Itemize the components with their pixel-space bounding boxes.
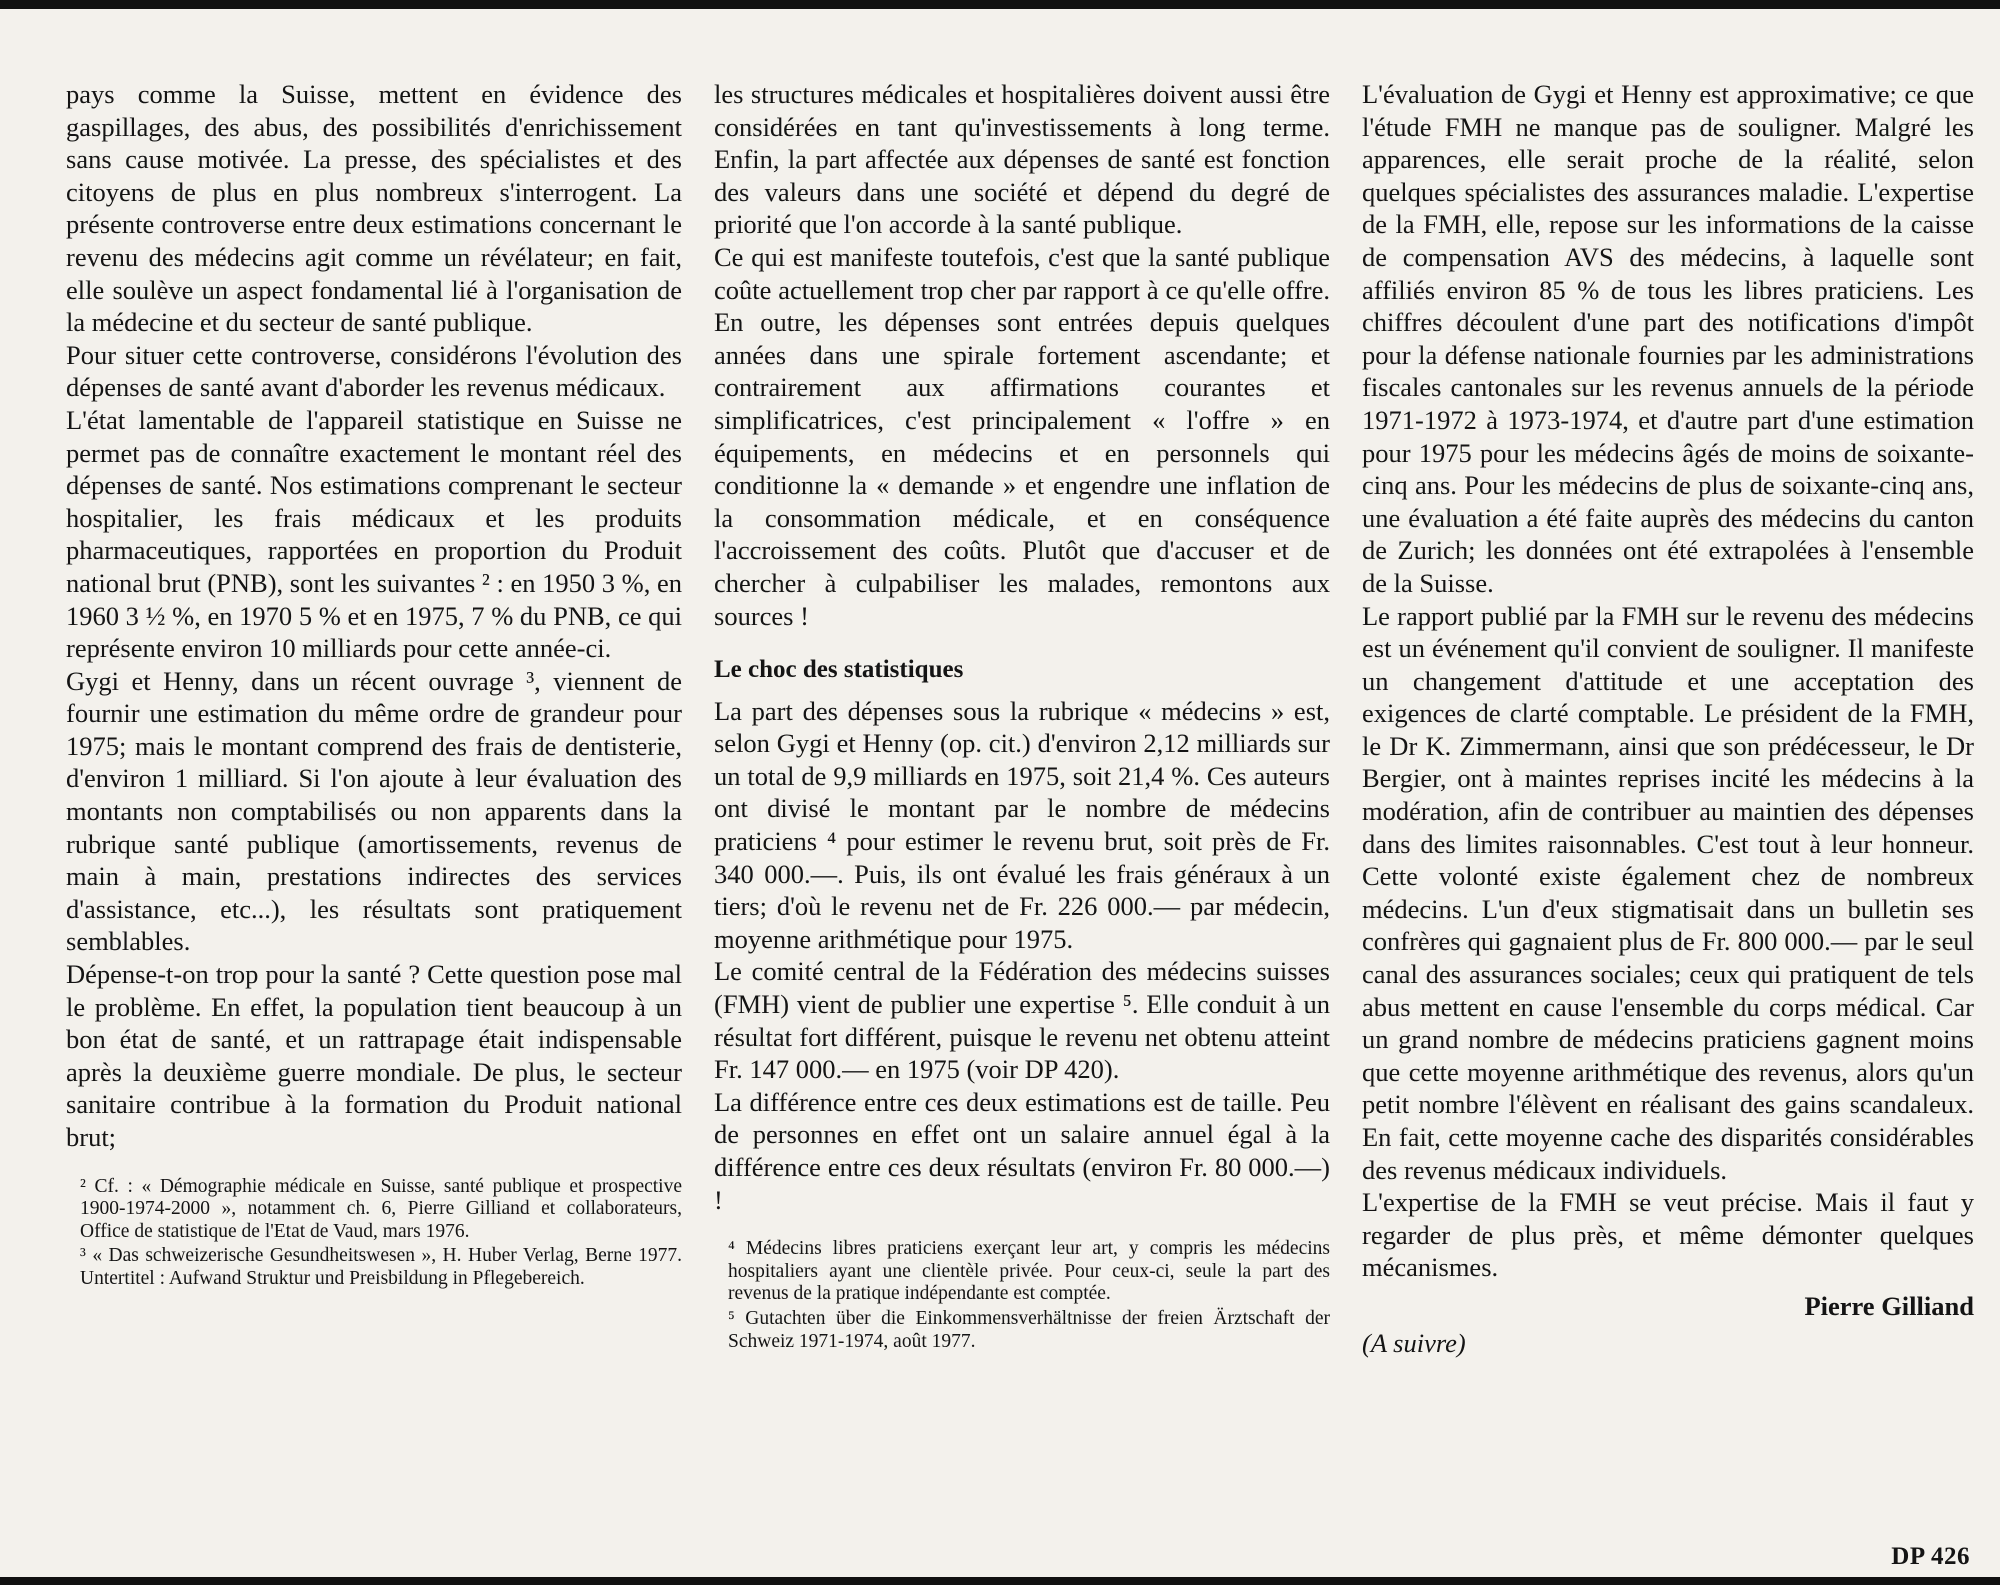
footnote-4: ⁴ Médecins libres praticiens exerçant leur art, y compris les médecins hospitaliers ayant une clientèle privée. Pour ceux-ci, seule la part des revenus de la pratique indépendante est comptée.: [728, 1238, 1330, 1305]
footnotes: [66, 1176, 682, 1291]
footnote-2: ² Cf. : « Démographie médicale en Suisse, santé publique et prospective 1900-1974-2000 », notamment ch. 6, Pierre Gilliand et collaborateurs, Office de statistique de l'Etat de Vaud, mars 1976.: [80, 1175, 682, 1242]
body-paragraph: Le comité central de la Fédération des médecins suisses (FMH) vient de publier une expertise ⁵. Elle conduit à un résultat fort différent, puisque le revenu net obtenu atteint Fr. 147 000.— en 1975 (voir DP 420).: [714, 956, 1330, 1085]
article-column-1: [66, 78, 682, 1293]
footnote-3: ³ « Das schweizerische Gesundheitswesen », H. Huber Verlag, Berne 1977. Untertitel : Aufwand Struktur und Preisbildung in Pflegebereich.: [80, 1245, 682, 1289]
bottom-rule: [0, 1577, 2000, 1585]
footnotes: [714, 1238, 1330, 1353]
top-rule: [0, 0, 2000, 9]
body-paragraph: Dépense-t-on trop pour la santé ? Cette question pose mal le problème. En effet, la population tient beaucoup à un bon état de santé, et un rattrapage était indispensable après la deuxième guerre mondiale. De plus, le secteur sanitaire contribue à la formation du Produit national brut;: [66, 959, 682, 1152]
body-paragraph: La part des dépenses sous la rubrique « médecins » est, selon Gygi et Henny (op. cit.) d'environ 2,12 milliards sur un total de 9,9 milliards en 1975, soit 21,4 %. Ces auteurs ont divisé le montant par le nombre de médecins praticiens ⁴ pour estimer le revenu brut, soit près de Fr. 340 000.—. Puis, ils ont évalué les frais généraux à un tiers; d'où le revenu net de Fr. 226 000.— par médecin, moyenne arithmétique pour 1975.: [714, 695, 1330, 954]
article-column-2: [714, 78, 1330, 1355]
body-paragraph: L'évaluation de Gygi et Henny est approximative; ce que l'étude FMH ne manque pas de souligner. Malgré les apparences, elle serait proche de la réalité, selon quelques spécialistes des assurances maladie. L'expertise de la FMH, elle, repose sur les informations de la caisse de compensation AVS des médecins, à laquelle sont affiliés environ 85 % de tous les libres praticiens. Les chiffres découlent d'une part des notifications d'impôt pour la défense nationale fournies par les administrations fiscales cantonales sur les revenus annuels de la période 1971-1972 à 1973-1974, et d'autre part d'une estimation pour 1975 pour les médecins âgés de moins de soixante-cinq ans. Pour les médecins de plus de soixante-cinq ans, une évaluation a été faite auprès des médecins du canton de Zurich; les données ont été extrapolées à l'ensemble de la Suisse.: [1362, 79, 1974, 598]
body-paragraph: les structures médicales et hospitalières doivent aussi être considérées en tant qu'investissements à long terme. Enfin, la part affectée aux dépenses de santé est fonction des valeurs dans une société et dépend du degré de priorité que l'on accorde à la santé publique.: [714, 79, 1330, 240]
body-paragraph: Gygi et Henny, dans un récent ouvrage ³, viennent de fournir une estimation du même ordre de grandeur pour 1975; mais le montant comprend des frais de dentisterie, d'environ 1 milliard. Si l'on ajoute à leur évaluation des montants non comptabilisés ou non apparents dans la rubrique santé publique (amortissements, revenus de main à main, prestations indirectes des services d'assistance, etc...), les résultats sont pratiquement semblables.: [66, 665, 682, 957]
author-signature: Pierre Gilliand: [1804, 1290, 1974, 1321]
footnote-5: ⁵ Gutachten über die Einkommensverhältnisse der freien Ärztschaft der Schweiz 1971-1974, août 1977.: [728, 1307, 1330, 1352]
to-be-continued: (A suivre): [1362, 1327, 1466, 1358]
body-paragraph: Pour situer cette controverse, considérons l'évolution des dépenses de santé avant d'aborder les revenus médicaux.: [66, 339, 682, 403]
section-heading: Le choc des statistiques: [714, 656, 964, 684]
body-paragraph: pays comme la Suisse, mettent en évidence des gaspillages, des abus, des possibilités d'enrichissement sans cause motivée. La presse, des spécialistes et des citoyens de plus en plus nombreux s'interrogent. La présente controverse entre deux estimations concernant le revenu des médecins agit comme un révélateur; en fait, elle soulève un aspect fondamental lié à l'organisation de la médecine et du secteur de santé publique.: [66, 79, 682, 338]
body-paragraph: L'expertise de la FMH se veut précise. Mais il faut y regarder de plus près, et même démonter quelques mécanismes.: [1362, 1187, 1974, 1283]
body-paragraph: Le rapport publié par la FMH sur le revenu des médecins est un événement qu'il convient de souligner. Il manifeste un changement d'attitude et une acceptation des exigences de clarté comptable. Le président de la FMH, le Dr K. Zimmermann, ainsi que son prédécesseur, le Dr Bergier, ont à maintes reprises incité les médecins à la modération, afin de contribuer au maintien des dépenses dans des limites raisonnables. C'est tout à leur honneur. Cette volonté existe également chez de nombreux médecins. L'un d'eux stigmatisait dans un bulletin ses confrères qui gagnaient plus de Fr. 800 000.— par le seul canal des assurances sociales; ceux qui pratiquent de tels abus mettent en cause l'ensemble du corps médical. Car un grand nombre de médecins praticiens gagnent moins que cette moyenne arithmétique des revenus, alors qu'un petit nombre l'élèvent en réalisant des gains scandaleux. En fait, cette moyenne cache des disparités considérables des revenus médicaux individuels.: [1362, 600, 1974, 1185]
page-number: DP 426: [1891, 1543, 1970, 1570]
body-paragraph: La différence entre ces deux estimations est de taille. Peu de personnes en effet ont un salaire annuel égal à la différence entre ces deux résultats (environ Fr. 80 000.—) !: [714, 1086, 1330, 1215]
body-paragraph: L'état lamentable de l'appareil statistique en Suisse ne permet pas de connaître exactement le montant réel des dépenses de santé. Nos estimations comprenant le secteur hospitalier, les frais médicaux et les produits pharmaceutiques, rapportées en proportion du Produit national brut (PNB), sont les suivantes ² : en 1950 3 %, en 1960 3 ½ %, en 1970 5 % et en 1975, 7 % du PNB, ce qui représente environ 10 milliards pour cette année-ci.: [66, 404, 682, 664]
body-paragraph: Ce qui est manifeste toutefois, c'est que la santé publique coûte actuellement trop cher par rapport à ce qu'elle offre. En outre, les dépenses sont entrées depuis quelques années dans une spirale fortement ascendante; et contrairement aux affirmations courantes et simplificatrices, c'est principalement « l'offre » en équipements, en médecins et en personnels qui conditionne la « demande » et engendre une inflation de la consommation médicale, et en conséquence l'accroissement des coûts. Plutôt que d'accuser et de chercher à culpabiliser les malades, remontons aux sources !: [714, 241, 1330, 631]
article-column-3: [1362, 78, 1974, 1359]
